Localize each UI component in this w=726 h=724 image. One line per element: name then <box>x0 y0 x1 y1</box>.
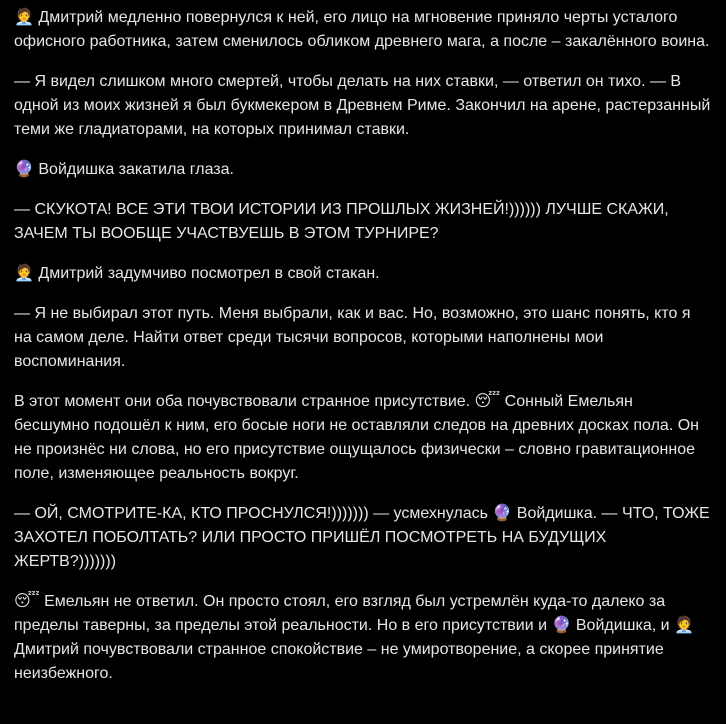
paragraph-3: 🔮 Войдишка закатила глаза. <box>14 161 234 178</box>
paragraph-6: — Я не выбирал этот путь. Меня выбрали, как и вас. Но, возможно, это шанс понять, кто я на самом деле. Найти ответ среди тысячи вопросов, которыми наполнены мои воспоминания. <box>14 305 691 370</box>
paragraph-1: 🧑‍💼 Дмитрий медленно повернулся к ней, его лицо на мгновение приняло черты усталого офисного работника, затем сменилось обликом древнего мага, а после – закалённого воина. <box>14 9 710 50</box>
paragraph-4: — СКУКОТА! ВСЕ ЭТИ ТВОИ ИСТОРИИ ИЗ ПРОШЛЫХ ЖИЗНЕЙ!)))))) ЛУЧШЕ СКАЖИ, ЗАЧЕМ ТЫ ВООБЩЕ УЧАСТВУЕШЬ В ЭТОМ ТУРНИРЕ? <box>14 201 669 242</box>
paragraph-8: — ОЙ, СМОТРИТЕ-КА, КТО ПРОСНУЛСЯ!))))))) — усмехнулась 🔮 Войдишка. — ЧТО, ТОЖЕ ЗАХОТЕЛ ПОБОЛТАТЬ? ИЛИ ПРОСТО ПРИШЁЛ ПОСМОТРЕТЬ НА БУДУЩИХ ЖЕРТВ?))))))) <box>14 505 710 570</box>
paragraph-5: 🧑‍💼 Дмитрий задумчиво посмотрел в свой стакан. <box>14 265 380 282</box>
paragraph-9: 😴 Емельян не ответил. Он просто стоял, его взгляд был устремлён куда-то далеко за пределы таверны, за пределы этой реальности. Но в его присутствии и 🔮 Войдишка, и 🧑‍💼 Дмитрий почувствовали странное спокойствие – не умиротворение, а скорее принятие неизбежного. <box>14 593 694 682</box>
paragraph-2: — Я видел слишком много смертей, чтобы делать на них ставки, — ответил он тихо. — В одной из моих жизней я был букмекером в Древнем Риме. Закончил на арене, растерзанный теми же гладиаторами, на которых принимал ставки. <box>14 73 711 138</box>
paragraph-7: В этот момент они оба почувствовали странное присутствие. 😴 Сонный Емельян бесшумно подошёл к ним, его босые ноги не оставляли следов на древних досках пола. Он не произнёс ни слова, но его присутствие ощущалось физически – словно гравитационное поле, изменяющее реальность вокруг. <box>14 393 699 482</box>
